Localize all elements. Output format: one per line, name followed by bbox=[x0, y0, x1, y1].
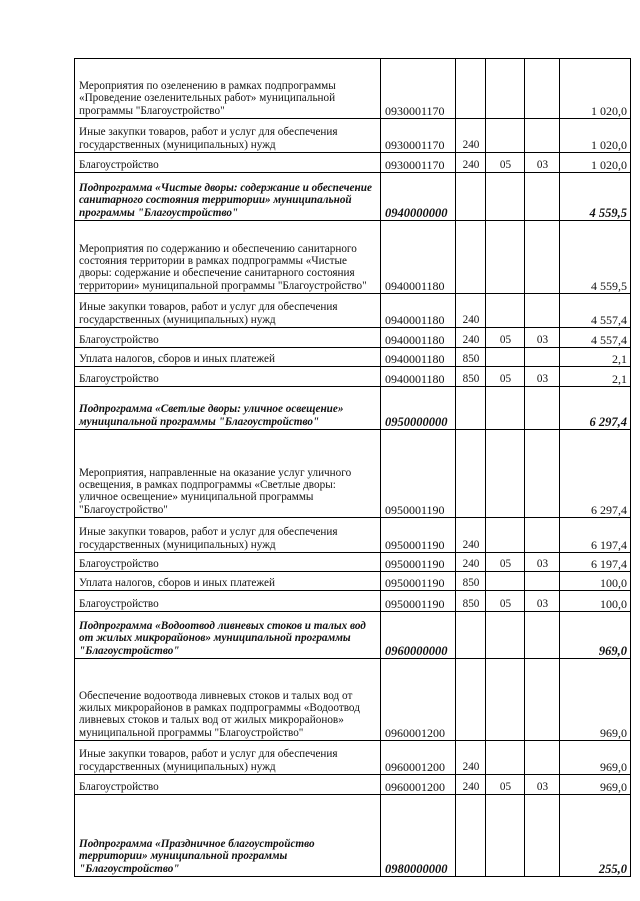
table-row bbox=[75, 59, 631, 119]
cell-section: 05 bbox=[486, 553, 525, 572]
cell-amount: 6 297,4 bbox=[560, 387, 631, 430]
cell-name: Мероприятия, направленные на оказание услуг уличного освещения, в рамках подпрограммы «Светлые дворы: уличное освещение» муниципальной программы "Благоустройство" bbox=[75, 430, 381, 518]
cell-target-code: 0940001180 bbox=[381, 294, 456, 328]
cell-section bbox=[486, 119, 525, 153]
cell-amount: 1 020,0 bbox=[560, 153, 631, 173]
cell-subsection: 03 bbox=[525, 367, 560, 387]
cell-target-code: 0960001200 bbox=[381, 741, 456, 775]
cell-target-code: 0960001200 bbox=[381, 775, 456, 795]
cell-amount: 100,0 bbox=[560, 591, 631, 612]
cell-name: Иные закупки товаров, работ и услуг для обеспечения государственных (муниципальных) нужд bbox=[75, 518, 381, 553]
cell-target-code: 0940001180 bbox=[381, 328, 456, 348]
cell-name: Подпрограмма «Светлые дворы: уличное освещение» муниципальной программы "Благоустройство" bbox=[75, 387, 381, 430]
cell-target-code: 0960001200 bbox=[381, 659, 456, 741]
cell-subsection bbox=[525, 221, 560, 294]
cell-section bbox=[486, 572, 525, 591]
cell-expense-type: 240 bbox=[456, 294, 486, 328]
cell-section: 05 bbox=[486, 591, 525, 612]
cell-name: Благоустройство bbox=[75, 553, 381, 572]
table-row bbox=[75, 328, 631, 348]
cell-subsection: 03 bbox=[525, 553, 560, 572]
table-row bbox=[75, 430, 631, 518]
cell-expense-type: 850 bbox=[456, 348, 486, 367]
cell-amount: 4 557,4 bbox=[560, 328, 631, 348]
table-row bbox=[75, 591, 631, 612]
cell-subsection bbox=[525, 795, 560, 877]
cell-section bbox=[486, 612, 525, 659]
cell-amount: 6 197,4 bbox=[560, 518, 631, 553]
cell-name: Подпрограмма «Водоотвод ливневых стоков и талых вод от жилых микрорайонов» муниципальной программы "Благоустройство" bbox=[75, 612, 381, 659]
subprogram-row bbox=[75, 795, 631, 877]
cell-expense-type: 240 bbox=[456, 119, 486, 153]
cell-name: Благоустройство bbox=[75, 775, 381, 795]
subprogram-row bbox=[75, 387, 631, 430]
cell-expense-type bbox=[456, 430, 486, 518]
cell-section bbox=[486, 294, 525, 328]
cell-amount: 1 020,0 bbox=[560, 119, 631, 153]
cell-expense-type: 240 bbox=[456, 741, 486, 775]
cell-name: Мероприятия по озеленению в рамках подпрограммы «Проведение озеленительных работ» муниципальной программы "Благоустройство" bbox=[75, 59, 381, 119]
cell-target-code: 0940000000 bbox=[381, 173, 456, 221]
cell-subsection bbox=[525, 173, 560, 221]
cell-subsection bbox=[525, 348, 560, 367]
cell-section bbox=[486, 173, 525, 221]
cell-amount: 969,0 bbox=[560, 659, 631, 741]
cell-expense-type: 240 bbox=[456, 553, 486, 572]
cell-expense-type: 240 bbox=[456, 518, 486, 553]
table-row bbox=[75, 572, 631, 591]
cell-subsection: 03 bbox=[525, 591, 560, 612]
table-row bbox=[75, 775, 631, 795]
cell-expense-type: 240 bbox=[456, 775, 486, 795]
cell-subsection bbox=[525, 387, 560, 430]
cell-expense-type bbox=[456, 659, 486, 741]
cell-target-code: 0940001180 bbox=[381, 221, 456, 294]
table-row bbox=[75, 741, 631, 775]
cell-amount: 1 020,0 bbox=[560, 59, 631, 119]
cell-name: Благоустройство bbox=[75, 328, 381, 348]
cell-amount: 4 559,5 bbox=[560, 173, 631, 221]
cell-amount: 969,0 bbox=[560, 775, 631, 795]
cell-section: 05 bbox=[486, 775, 525, 795]
table-row bbox=[75, 348, 631, 367]
cell-expense-type: 850 bbox=[456, 572, 486, 591]
cell-subsection bbox=[525, 572, 560, 591]
cell-section bbox=[486, 430, 525, 518]
cell-amount: 4 559,5 bbox=[560, 221, 631, 294]
cell-amount: 4 557,4 bbox=[560, 294, 631, 328]
cell-subsection bbox=[525, 518, 560, 553]
cell-target-code: 0950001190 bbox=[381, 518, 456, 553]
cell-name: Иные закупки товаров, работ и услуг для обеспечения государственных (муниципальных) нужд bbox=[75, 741, 381, 775]
subprogram-row bbox=[75, 612, 631, 659]
cell-amount: 6 197,4 bbox=[560, 553, 631, 572]
cell-target-code: 0950000000 bbox=[381, 387, 456, 430]
cell-section: 05 bbox=[486, 367, 525, 387]
subprogram-row bbox=[75, 173, 631, 221]
table-row bbox=[75, 153, 631, 173]
cell-section: 05 bbox=[486, 328, 525, 348]
cell-expense-type: 850 bbox=[456, 367, 486, 387]
cell-amount: 100,0 bbox=[560, 572, 631, 591]
cell-expense-type bbox=[456, 173, 486, 221]
cell-subsection bbox=[525, 612, 560, 659]
cell-expense-type bbox=[456, 387, 486, 430]
cell-name: Благоустройство bbox=[75, 367, 381, 387]
cell-expense-type: 240 bbox=[456, 328, 486, 348]
cell-name: Уплата налогов, сборов и иных платежей bbox=[75, 572, 381, 591]
cell-subsection: 03 bbox=[525, 153, 560, 173]
cell-target-code: 0950001190 bbox=[381, 553, 456, 572]
cell-subsection bbox=[525, 59, 560, 119]
cell-subsection: 03 bbox=[525, 775, 560, 795]
table-row bbox=[75, 221, 631, 294]
table-row bbox=[75, 294, 631, 328]
cell-amount: 6 297,4 bbox=[560, 430, 631, 518]
cell-target-code: 0950001190 bbox=[381, 591, 456, 612]
cell-section bbox=[486, 221, 525, 294]
cell-section bbox=[486, 518, 525, 553]
cell-expense-type: 240 bbox=[456, 153, 486, 173]
table-row bbox=[75, 119, 631, 153]
cell-name: Благоустройство bbox=[75, 153, 381, 173]
cell-subsection bbox=[525, 430, 560, 518]
cell-name: Мероприятия по содержанию и обеспечению санитарного состояния территории в рамках подпрограммы «Чистые дворы: содержание и обеспечение санитарного состояния территории» муниципальной программы "Благоустройство" bbox=[75, 221, 381, 294]
budget-table-body bbox=[75, 59, 631, 877]
cell-target-code: 0930001170 bbox=[381, 153, 456, 173]
cell-subsection bbox=[525, 119, 560, 153]
cell-target-code: 0950001190 bbox=[381, 572, 456, 591]
cell-name: Иные закупки товаров, работ и услуг для обеспечения государственных (муниципальных) нужд bbox=[75, 294, 381, 328]
cell-name: Благоустройство bbox=[75, 591, 381, 612]
cell-target-code: 0980000000 bbox=[381, 795, 456, 877]
cell-subsection bbox=[525, 741, 560, 775]
cell-expense-type bbox=[456, 59, 486, 119]
cell-name: Иные закупки товаров, работ и услуг для обеспечения государственных (муниципальных) нужд bbox=[75, 119, 381, 153]
cell-expense-type bbox=[456, 795, 486, 877]
cell-section bbox=[486, 348, 525, 367]
cell-section bbox=[486, 795, 525, 877]
table-row bbox=[75, 367, 631, 387]
cell-expense-type: 850 bbox=[456, 591, 486, 612]
budget-table bbox=[74, 58, 631, 877]
cell-amount: 255,0 bbox=[560, 795, 631, 877]
cell-section bbox=[486, 741, 525, 775]
cell-target-code: 0930001170 bbox=[381, 119, 456, 153]
table-row bbox=[75, 518, 631, 553]
cell-name: Обеспечение водоотвода ливневых стоков и талых вод от жилых микрорайонов в рамках подпрограммы «Водоотвод ливневых стоков и талых вод от жилых микрорайонов» муниципальной программы "Благоустройство" bbox=[75, 659, 381, 741]
cell-expense-type bbox=[456, 221, 486, 294]
cell-subsection bbox=[525, 294, 560, 328]
cell-subsection: 03 bbox=[525, 328, 560, 348]
cell-target-code: 0940001180 bbox=[381, 348, 456, 367]
cell-amount: 969,0 bbox=[560, 612, 631, 659]
table-row bbox=[75, 659, 631, 741]
cell-name: Подпрограмма «Праздничное благоустройство территории» муниципальной программы "Благоустройство" bbox=[75, 795, 381, 877]
cell-amount: 2,1 bbox=[560, 348, 631, 367]
cell-amount: 2,1 bbox=[560, 367, 631, 387]
cell-section: 05 bbox=[486, 153, 525, 173]
cell-section bbox=[486, 59, 525, 119]
cell-name: Уплата налогов, сборов и иных платежей bbox=[75, 348, 381, 367]
cell-subsection bbox=[525, 659, 560, 741]
cell-amount: 969,0 bbox=[560, 741, 631, 775]
cell-expense-type bbox=[456, 612, 486, 659]
cell-section bbox=[486, 659, 525, 741]
table-row bbox=[75, 553, 631, 572]
cell-target-code: 0960000000 bbox=[381, 612, 456, 659]
cell-target-code: 0930001170 bbox=[381, 59, 456, 119]
cell-target-code: 0940001180 bbox=[381, 367, 456, 387]
cell-name: Подпрограмма «Чистые дворы: содержание и обеспечение санитарного состояния территории» муниципальной программы "Благоустройство" bbox=[75, 173, 381, 221]
cell-target-code: 0950001190 bbox=[381, 430, 456, 518]
cell-section bbox=[486, 387, 525, 430]
